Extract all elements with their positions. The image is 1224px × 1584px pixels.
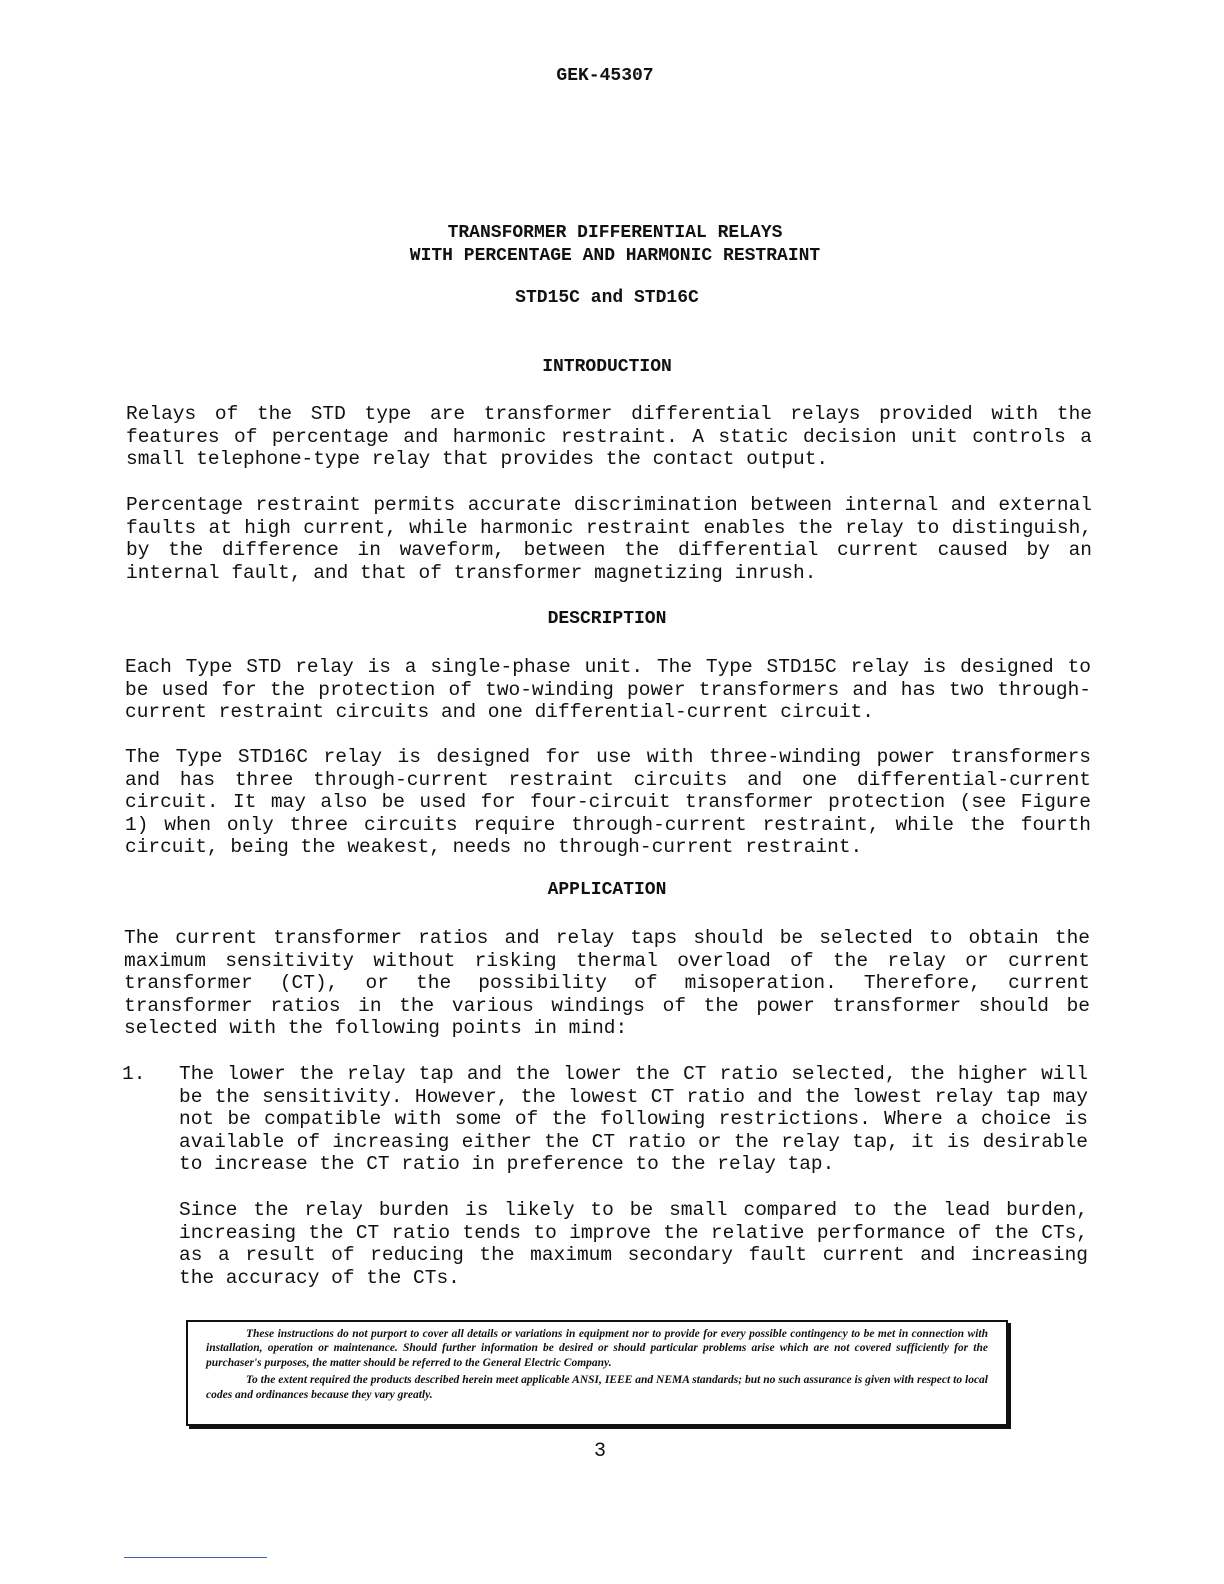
- document-number: GEK-45307: [556, 66, 654, 86]
- disclaimer-notice-box: [186, 1320, 1008, 1426]
- introduction-heading: INTRODUCTION: [542, 357, 672, 377]
- disclaimer-paragraph-1: These instructions do not purport to cover all details or variations in equipment nor to provide for every possible contingency to be met in connection with installation, operation or maintenance. Should further information be desired or should particular problems arise which are not covered sufficiently for the purchaser's purposes, the matter should be referred to the General Electric Company.: [206, 1328, 988, 1369]
- footnote-rule: [124, 1557, 267, 1558]
- introduction-paragraph-2: Percentage restraint permits accurate discrimination between internal and external faults at high current, while harmonic restraint enables the relay to distinguish, by the difference in waveform, between the differential current caused by an internal fault, and that of transformer magnetizing inrush.: [126, 494, 1092, 584]
- introduction-paragraph-1: Relays of the STD type are transformer differential relays provided with the features of percentage and harmonic restraint. A static decision unit controls a small telephone-type relay that provides the contact output.: [126, 403, 1092, 471]
- title-line-2: WITH PERCENTAGE AND HARMONIC RESTRAINT: [409, 246, 821, 266]
- description-paragraph-2: The Type STD16C relay is designed for use with three-winding power transformers and has three through-current restraint circuits and one differential-current circuit. It may also be used for four-circuit transformer protection (see Figure 1) when only three circuits require through-current restraint, while the fourth circuit, being the weakest, needs no through-current restraint.: [125, 746, 1091, 859]
- title-line-1: TRANSFORMER DIFFERENTIAL RELAYS: [447, 223, 783, 243]
- list-item-1-paragraph-2: Since the relay burden is likely to be small compared to the lead burden, increasing the CT ratio tends to improve the relative performance of the CTs, as a result of reducing the maximum secondary fault current and increasing the accuracy of the CTs.: [179, 1199, 1088, 1289]
- description-heading: DESCRIPTION: [547, 609, 667, 629]
- list-item-1-paragraph-1: The lower the relay tap and the lower the CT ratio selected, the higher will be the sensitivity. However, the lowest CT ratio and the lowest relay tap may not be compatible with some of the following restrictions. Where a choice is available of increasing either the CT ratio or the relay tap, it is desirable to increase the CT ratio in preference to the relay tap.: [179, 1063, 1088, 1176]
- application-heading: APPLICATION: [547, 880, 667, 900]
- description-paragraph-1: Each Type STD relay is a single-phase unit. The Type STD15C relay is designed to be used for the protection of two-winding power transformers and has two through-current restraint circuits and one differential-current circuit.: [125, 656, 1091, 724]
- disclaimer-paragraph-2: To the extent required the products described herein meet applicable ANSI, IEEE and NEMA standards; but no such assurance is given with respect to local codes and ordinances because they vary greatly.: [206, 1374, 988, 1401]
- application-paragraph-1: The current transformer ratios and relay taps should be selected to obtain the maximum sensitivity without risking thermal overload of the relay or current transformer (CT), or the possibility of misoperation. Therefore, current transformer ratios in the various windings of the power transformer should be selected with the following points in mind:: [124, 927, 1090, 1040]
- page-number: 3: [593, 1440, 606, 1463]
- model-numbers: STD15C and STD16C: [515, 288, 699, 308]
- document-title: [0, 222, 1224, 268]
- list-item-number-1: 1.: [122, 1063, 146, 1085]
